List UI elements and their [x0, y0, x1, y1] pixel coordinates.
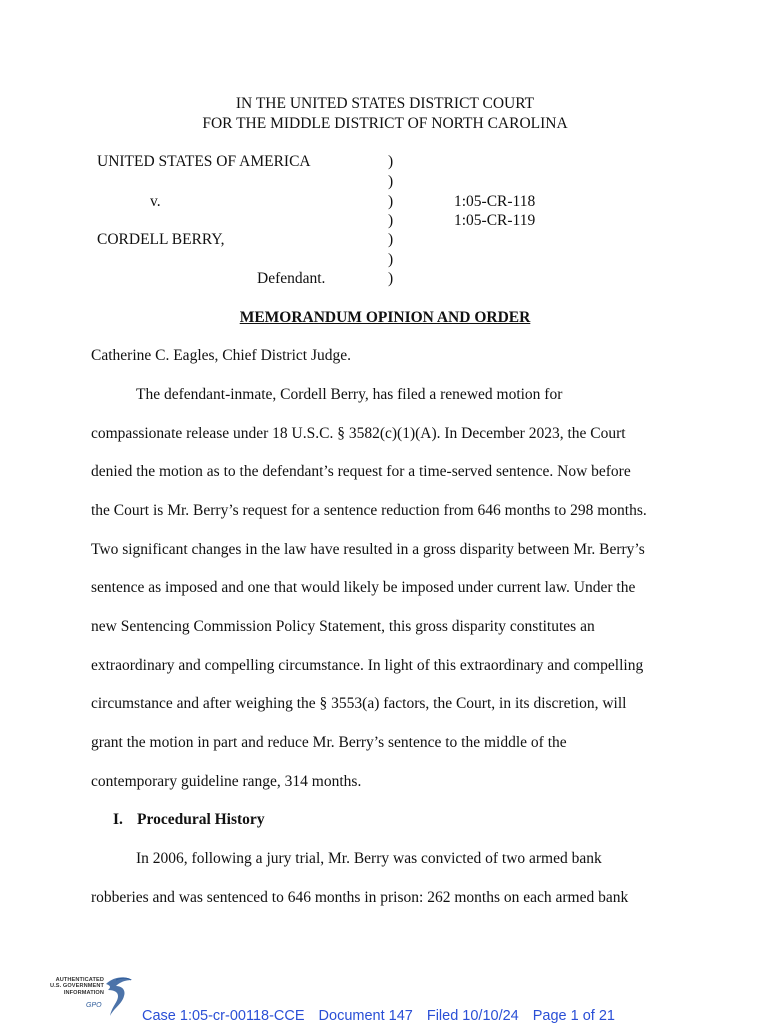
gpo-logo-line: AUTHENTICATED	[55, 977, 104, 983]
paragraph-line: In 2006, following a jury trial, Mr. Berry was convicted of two armed bank	[136, 850, 602, 867]
court-name-line1: IN THE UNITED STATES DISTRICT COURT	[235, 95, 535, 112]
paragraph-line: circumstance and after weighing the § 3553(a) factors, the Court, in its discretion, will	[91, 695, 627, 712]
document-title: MEMORANDUM OPINION AND ORDER	[239, 309, 531, 326]
paragraph-line: new Sentencing Commission Policy Statement, this gross disparity constitutes an	[91, 618, 595, 635]
case-number: 1:05-CR-119	[454, 212, 536, 229]
paragraph-line: robberies and was sentenced to 646 months in prison: 262 months on each armed bank	[91, 889, 629, 906]
judge-line: Catherine C. Eagles, Chief District Judge.	[91, 347, 351, 364]
filing-footer	[142, 1008, 629, 1024]
section-number: I.	[113, 811, 123, 828]
court-name-line2: FOR THE MIDDLE DISTRICT OF NORTH CAROLINA	[202, 115, 568, 132]
paragraph-line: Two significant changes in the law have resulted in a gross disparity between Mr. Berry’s	[91, 541, 645, 558]
gpo-logo-line: U.S. GOVERNMENT	[49, 983, 104, 990]
footer-case-number: Case 1:05-cr-00118-CCE	[142, 1008, 305, 1024]
defendant-name: CORDELL BERRY,	[97, 231, 225, 248]
caption-paren: )	[388, 212, 394, 229]
paragraph-line: The defendant-inmate, Cordell Berry, has filed a renewed motion for	[136, 386, 563, 403]
eagle-icon	[102, 974, 134, 1018]
paragraph-line: denied the motion as to the defendant’s request for a time-served sentence. Now before	[91, 463, 631, 480]
gpo-authentication-logo	[44, 974, 134, 1018]
gpo-logo-line: INFORMATION	[63, 989, 104, 996]
paragraph-line: grant the motion in part and reduce Mr. Berry’s sentence to the middle of the	[91, 734, 567, 751]
paragraph-line: the Court is Mr. Berry’s request for a sentence reduction from 646 months to 298 months.	[91, 502, 647, 519]
gpo-logo-text	[44, 977, 104, 996]
caption-paren: )	[388, 251, 394, 268]
gpo-mark: GPO	[86, 1002, 102, 1009]
defendant-label: Defendant.	[257, 270, 326, 287]
caption-paren: )	[388, 153, 394, 170]
caption-paren: )	[388, 173, 394, 190]
paragraph-line: contemporary guideline range, 314 months.	[91, 773, 362, 790]
footer-page-number: Page 1 of 21	[532, 1008, 615, 1024]
paragraph-line: compassionate release under 18 U.S.C. § 3582(c)(1)(A). In December 2023, the Court	[91, 425, 626, 442]
footer-filed-date: Filed 10/10/24	[426, 1008, 519, 1024]
plaintiff-name: UNITED STATES OF AMERICA	[97, 153, 311, 170]
footer-document-number: Document 147	[318, 1008, 413, 1024]
versus: v.	[150, 193, 161, 210]
paragraph-line: sentence as imposed and one that would likely be imposed under current law. Under the	[91, 579, 636, 596]
caption-paren: )	[388, 231, 394, 248]
caption-paren: )	[388, 270, 394, 287]
section-title: Procedural History	[137, 811, 265, 828]
case-number: 1:05-CR-118	[454, 193, 536, 210]
paragraph-line: extraordinary and compelling circumstance. In light of this extraordinary and compelling	[91, 657, 644, 674]
caption-paren: )	[388, 193, 394, 210]
